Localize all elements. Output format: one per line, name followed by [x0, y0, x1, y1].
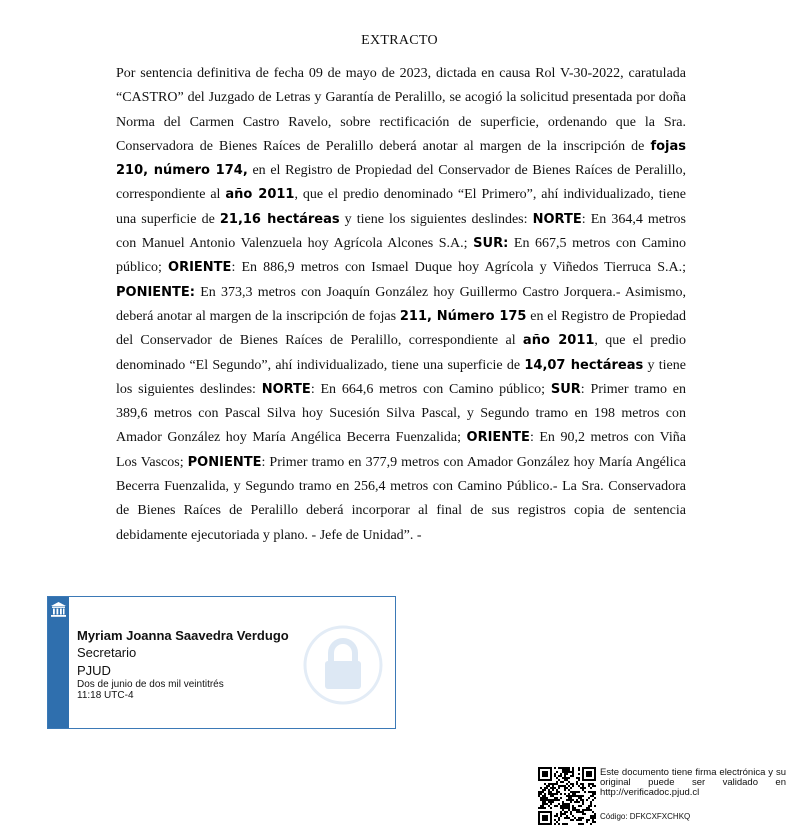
bold-run: 21,16 hectáreas [219, 211, 340, 227]
text-run: : En 90,2 metros con Viña Los Vascos; [116, 430, 686, 470]
bold-run: fojas 210, número 174, [116, 138, 686, 179]
signer-name: Myriam Joanna Saavedra Verdugo [77, 628, 289, 643]
bold-run: SUR: [473, 236, 509, 252]
signature-time: 11:18 UTC-4 [77, 690, 134, 701]
text-run: en el Registro de Propiedad del Conservador de Bienes Raíces de Peralillo, correspondiente al [116, 308, 686, 349]
text-run: Por sentencia definitiva de fecha 09 de mayo de 2023, dictada en causa Rol V-30-2022, caratulada “CASTRO” del Juzgado de Letras y Garantía de Peralillo, se acogió la solicitud presentada por doña Norma del Carmen Castro Ravelo, sobre rectificación de superficie, ordenando que la Sra. Conservadora de Bienes Raíces de Peralillo deberá anotar al margen de la inscripción de [116, 66, 686, 154]
bold-run: PONIENTE: [116, 284, 196, 300]
bold-run: 14,07 hectáreas [524, 357, 644, 373]
bold-run: NORTE [261, 381, 311, 397]
bold-run: ORIENTE [168, 260, 232, 276]
verification-code: Código: DFKCXFXCHKQ [600, 812, 691, 821]
bold-run: SUR [550, 381, 581, 397]
text-run: : En 664,6 metros con Camino público; [310, 381, 551, 397]
text-run: : En 364,4 metros con Manuel Antonio Valenzuela hoy Agrícola Alcones S.A.; [116, 211, 687, 252]
signer-organization: PJUD [77, 663, 111, 678]
text-run: , que el predio denominado “El Segundo”, ahí individualizado, tiene una superficie de [116, 333, 686, 373]
text-run: y tiene los siguientes deslindes: [116, 357, 686, 397]
document-title: EXTRACTO [361, 33, 438, 48]
verification-notice: Este documento tiene firma electrónica y su original puede ser validado en http://verificadoc.pjud.cl [600, 767, 786, 798]
extract-paragraph [116, 62, 686, 548]
bold-run: ORIENTE [466, 430, 530, 446]
signer-role: Secretario [77, 645, 137, 660]
text-run: : Primer tramo en 377,9 metros con Amador González hoy María Angélica Becerra Fuenzalida, y Segundo tramo en 256,4 metros con Camino Público.- La Sra. Conservadora de Bienes Raíces de Peralillo deberá incorporar al final de sus registros copia de sentencia debidamente ejecutoriada y plano. - Jefe de Unidad”. - [116, 454, 686, 543]
text-run: En 667,5 metros con Camino público; [116, 236, 686, 276]
text-run: : En 886,9 metros con Ismael Duque hoy Agrícola y Viñedos Tierruca S.A.; [231, 260, 687, 276]
text-run: en el Registro de Propiedad del Conservador de Bienes Raíces de Peralillo, correspondiente al [116, 163, 686, 203]
text-run: , que el predio denominado “El Primero”, ahí individualizado, tiene una superficie de [116, 187, 687, 227]
text-run: En 373,3 metros con Joaquín González hoy Guillermo Castro Jorquera.- Asimismo, deberá anotar al margen de la inscripción de fojas [116, 284, 686, 324]
signature-side-bar [48, 597, 69, 728]
bold-run: año 2011 [225, 187, 295, 203]
bold-run: NORTE [532, 211, 582, 227]
courthouse-icon [50, 601, 67, 618]
electronic-signature-card [47, 596, 396, 729]
lock-icon [303, 625, 383, 705]
text-run: y tiene los siguientes deslindes: [339, 211, 533, 227]
bold-run: 211, Número 175 [399, 308, 527, 324]
bold-run: año 2011 [522, 333, 595, 349]
signature-date: Dos de junio de dos mil veintitrés [77, 679, 224, 690]
bold-run: PONIENTE [187, 454, 262, 470]
text-run: : Primer tramo en 389,6 metros con Pascal Silva hoy Sucesión Silva Pascal, y Segundo tramo en 198 metros con Amador González hoy María Angélica Becerra Fuenzalida; [116, 381, 686, 446]
qr-code-icon [538, 767, 596, 825]
